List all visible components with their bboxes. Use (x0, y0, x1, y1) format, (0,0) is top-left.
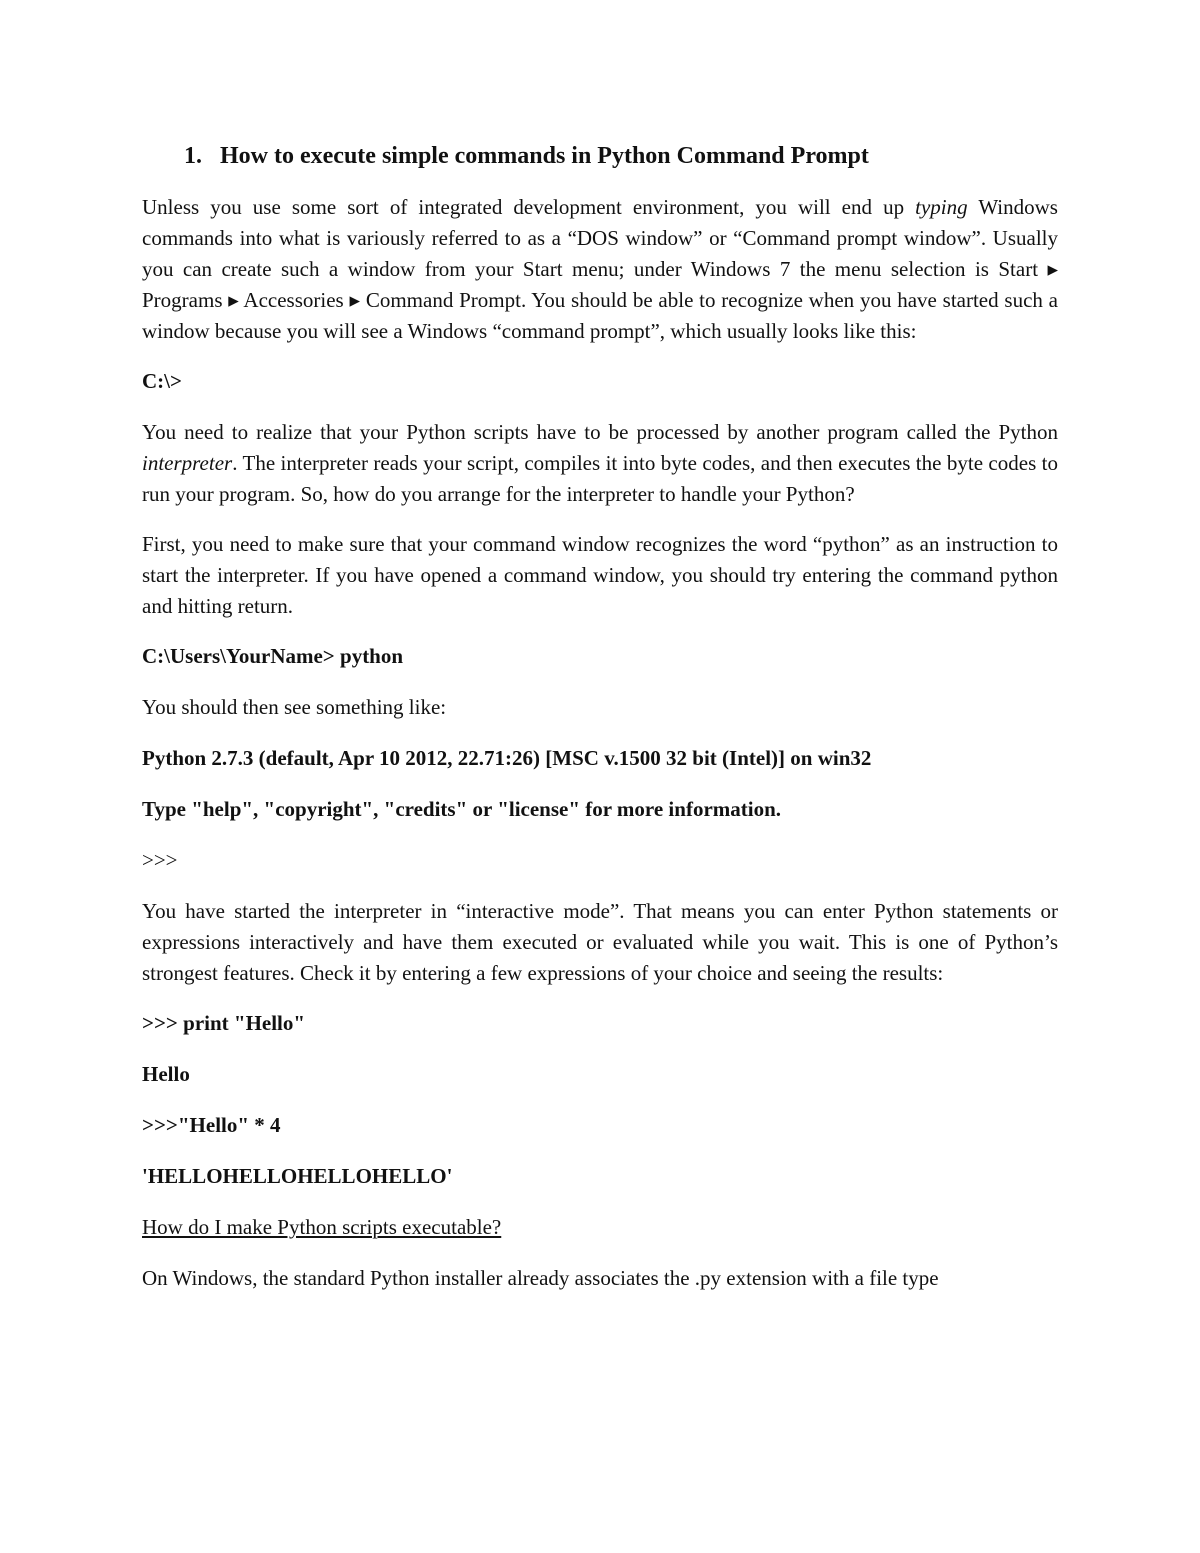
python-command: C:\Users\YourName> python (142, 644, 404, 668)
document-body (142, 140, 1058, 1313)
banner-line-1: Python 2.7.3 (default, Apr 10 2012, 22.71:26) [MSC v.1500 32 bit (Intel)] on win32 (142, 746, 872, 770)
intro-text-2: Windows commands into what is variously referred to as a “DOS window” or “Command prompt window”. Usually you can create such a window from your Start menu; under Windows 7 the menu selection is Start ▸ Programs ▸ Accessories ▸ Command Prompt. You should be able to recognize when you have started such a window because you will see a Windows “command prompt”, which usually looks like this: (142, 195, 1058, 343)
prompt-example: C:\> (142, 369, 182, 393)
interpreter-paragraph (142, 417, 1058, 510)
example-print-command: >>> print "Hello" (142, 1011, 306, 1035)
intro-paragraph (142, 192, 1058, 347)
interactive-mode-paragraph: You have started the interpreter in “interactive mode”. That means you can enter Python statements or expressions interactively and have them executed or evaluated while you wait. This is one of Python’s strongest features. Check it by entering a few expressions of your choice and seeing the results: (142, 899, 1058, 985)
windows-paragraph: On Windows, the standard Python installer already associates the .py extension with a file type (142, 1266, 939, 1290)
executable-scripts-link[interactable]: How do I make Python scripts executable? (142, 1215, 502, 1239)
section-heading (142, 140, 1058, 172)
interpreter-text-2: . The interpreter reads your script, compiles it into byte codes, and then executes the byte codes to run your program. So, how do you arrange for the interpreter to handle your Python? (142, 451, 1058, 506)
banner-line-2: Type "help", "copyright", "credits" or "license" for more information. (142, 797, 782, 821)
interpreter-emphasis: interpreter (142, 451, 233, 475)
section-number: 1. (184, 143, 202, 169)
intro-emphasis: typing (915, 195, 968, 219)
first-step-paragraph: First, you need to make sure that your command window recognizes the word “python” as an instruction to start the interpreter. If you have opened a command window, you should try entering the command python and hitting return. (142, 532, 1058, 618)
interpreter-text-1: You need to realize that your Python scripts have to be processed by another program called the Python (142, 420, 1058, 444)
intro-text-1: Unless you use some sort of integrated development environment, you will end up (142, 195, 916, 219)
example-mult-command: >>>"Hello" * 4 (142, 1113, 281, 1137)
repl-prompt: >>> (142, 848, 178, 872)
see-line: You should then see something like: (142, 695, 447, 719)
example-print-output: Hello (142, 1062, 190, 1086)
example-mult-output: 'HELLOHELLOHELLOHELLO' (142, 1164, 453, 1188)
section-title: How to execute simple commands in Python Command Prompt (220, 143, 869, 169)
